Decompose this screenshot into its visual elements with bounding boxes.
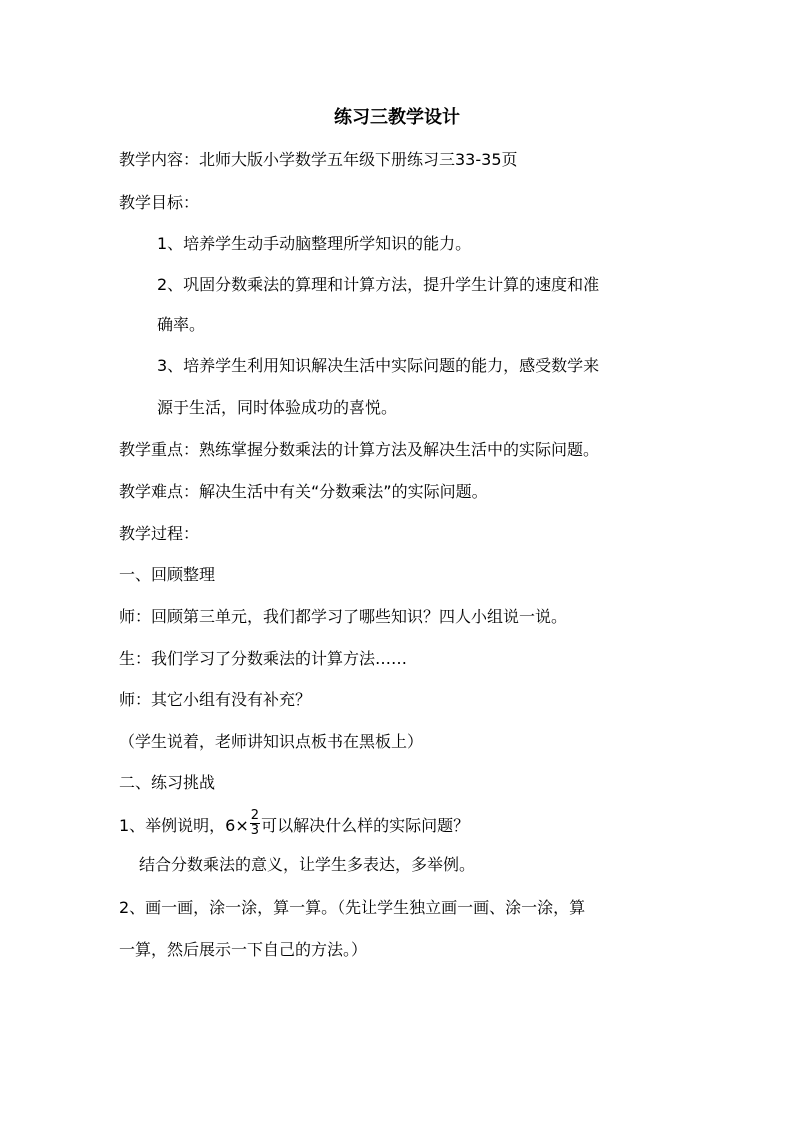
teaching-content: 教学内容：北师大版小学数学五年级下册练习三33-35页 — [119, 150, 518, 169]
goal-1: 1、培养学生动手动脑整理所学知识的能力。 — [157, 234, 472, 253]
item-1-suffix: 可以解决什么样的实际问题？ — [261, 816, 470, 835]
item-1-note: 结合分数乘法的意义，让学生多表达，多举例。 — [139, 855, 476, 874]
goal-2-line-1: 2、巩固分数乘法的算理和计算方法，提升学生计算的速度和准 — [157, 275, 600, 294]
teacher-line-2: 师：其它小组有没有补充？ — [119, 690, 312, 709]
item-1 — [119, 808, 679, 838]
goal-3-line-2: 源于生活，同时体验成功的喜悦。 — [157, 398, 398, 417]
item-2-line-1: 2、画一画，涂一涂，算一算。（先让学生独立画一画、涂一涂，算 — [119, 898, 586, 917]
difficulty: 教学难点：解决生活中有关“分数乘法”的实际问题。 — [119, 482, 488, 501]
item-2-line-2: 一算，然后展示一下自己的方法。） — [119, 940, 368, 959]
goal-2-line-2: 确率。 — [157, 315, 206, 334]
goal-3-line-1: 3、培养学生利用知识解决生活中实际问题的能力，感受数学来 — [157, 356, 600, 375]
section-1-heading: 一、回顾整理 — [119, 565, 216, 584]
goals-heading: 教学目标： — [119, 193, 200, 212]
fraction-denominator: 3 — [250, 823, 260, 838]
document-title: 练习三教学设计 — [334, 107, 460, 128]
student-line-1: 生：我们学习了分数乘法的计算方法…… — [119, 649, 408, 668]
process-heading: 教学过程： — [119, 524, 200, 543]
fraction-two-thirds — [250, 809, 260, 838]
teacher-line-1: 师：回顾第三单元，我们都学习了哪些知识？四人小组说一说。 — [119, 607, 568, 626]
section-2-heading: 二、练习挑战 — [119, 773, 216, 792]
item-1-prefix: 1、举例说明，6× — [119, 816, 249, 835]
key-point: 教学重点：熟练掌握分数乘法的计算方法及解决生活中的实际问题。 — [119, 440, 600, 459]
fraction-numerator: 2 — [250, 808, 260, 823]
note-line-1: （学生说着，老师讲知识点板书在黑板上） — [119, 732, 424, 751]
